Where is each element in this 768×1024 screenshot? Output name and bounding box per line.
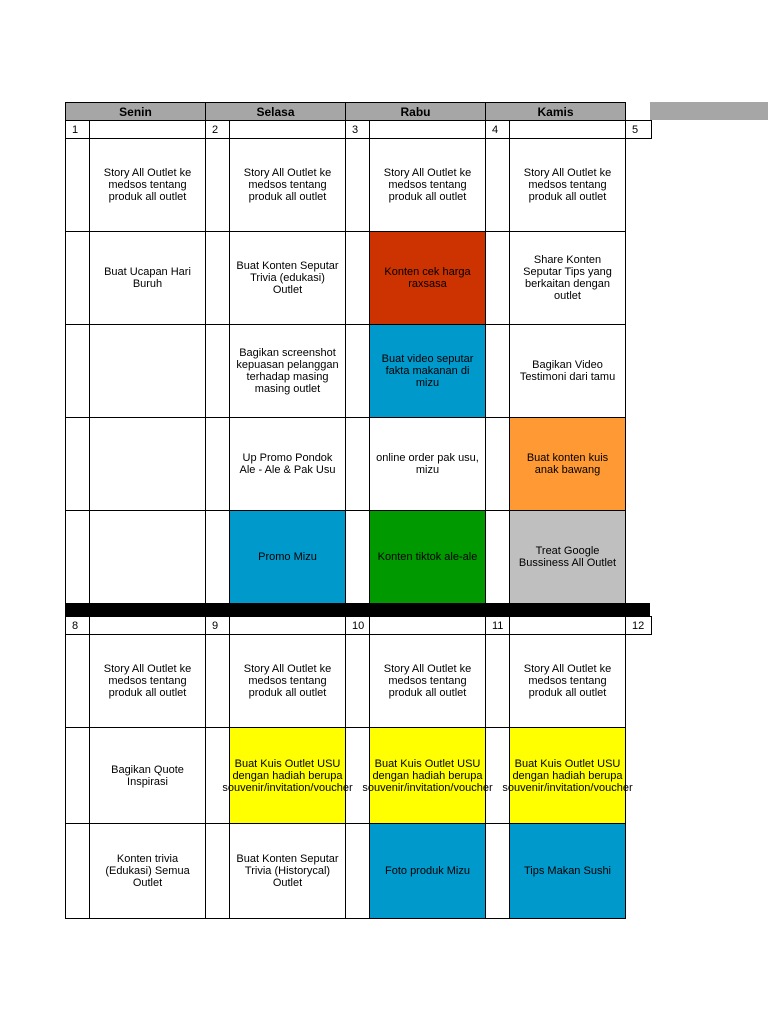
task-cell: Story All Outlet ke medsos tentang produk all outlet [369,634,486,728]
date-number: 5 [625,120,652,139]
task-cell: Buat Ucapan Hari Buruh [89,231,206,325]
date-blank-cell [509,616,626,635]
gutter-cell [345,231,370,325]
task-cell [89,324,206,418]
date-blank-cell [369,120,486,139]
task-cell: Story All Outlet ke medsos tentang produk all outlet [229,138,346,232]
day-header: Kamis [485,102,626,121]
task-cell: Bagikan screenshot kepuasan pelanggan terhadap masing masing outlet [229,324,346,418]
gutter-cell [485,324,510,418]
task-cell: online order pak usu, mizu [369,417,486,511]
day-header: Senin [65,102,206,121]
gutter-cell [485,510,510,604]
task-cell: Share Konten Seputar Tips yang berkaitan dengan outlet [509,231,626,325]
gutter-cell [345,823,370,919]
date-number: 8 [65,616,90,635]
date-blank-cell [229,120,346,139]
day-header: Rabu [345,102,486,121]
day-header: Selasa [205,102,346,121]
date-number: 11 [485,616,510,635]
date-number: 9 [205,616,230,635]
date-number: 2 [205,120,230,139]
gutter-cell [345,324,370,418]
gutter-cell [485,823,510,919]
task-cell: Tips Makan Sushi [509,823,626,919]
task-cell: Story All Outlet ke medsos tentang produk all outlet [509,138,626,232]
task-cell: Buat Kuis Outlet USU dengan hadiah berupa souvenir/invitation/voucher [229,727,346,824]
task-cell [89,417,206,511]
week-separator [65,603,650,616]
date-number: 1 [65,120,90,139]
task-cell: Buat konten kuis anak bawang [509,417,626,511]
header-overflow-bar [650,102,768,120]
gutter-cell [345,138,370,232]
task-cell: Bagikan Video Testimoni dari tamu [509,324,626,418]
date-number: 3 [345,120,370,139]
task-cell: Bagikan Quote Inspirasi [89,727,206,824]
task-cell: Up Promo Pondok Ale - Ale & Pak Usu [229,417,346,511]
task-cell: Buat Kuis Outlet USU dengan hadiah berupa souvenir/invitation/voucher [509,727,626,824]
gutter-cell [65,634,90,728]
task-cell: Story All Outlet ke medsos tentang produk all outlet [229,634,346,728]
task-cell: Buat video seputar fakta makanan di mizu [369,324,486,418]
gutter-cell [345,510,370,604]
gutter-cell [205,324,230,418]
task-cell: Story All Outlet ke medsos tentang produk all outlet [509,634,626,728]
task-cell: Story All Outlet ke medsos tentang produk all outlet [369,138,486,232]
task-cell: Buat Konten Seputar Trivia (Historycal) Outlet [229,823,346,919]
task-cell: Buat Konten Seputar Trivia (edukasi) Outlet [229,231,346,325]
gutter-cell [65,823,90,919]
gutter-cell [65,510,90,604]
gutter-cell [205,510,230,604]
gutter-cell [345,417,370,511]
gutter-cell [65,138,90,232]
gutter-cell [485,417,510,511]
gutter-cell [485,138,510,232]
date-number: 4 [485,120,510,139]
gutter-cell [205,634,230,728]
gutter-cell [485,634,510,728]
task-cell: Story All Outlet ke medsos tentang produk all outlet [89,138,206,232]
date-blank-cell [509,120,626,139]
gutter-cell [65,727,90,824]
gutter-cell [65,417,90,511]
gutter-cell [205,417,230,511]
task-cell: Story All Outlet ke medsos tentang produk all outlet [89,634,206,728]
gutter-cell [485,231,510,325]
task-cell: Buat Kuis Outlet USU dengan hadiah berupa souvenir/invitation/voucher [369,727,486,824]
date-blank-cell [229,616,346,635]
task-cell: Foto produk Mizu [369,823,486,919]
task-cell: Konten tiktok ale-ale [369,510,486,604]
date-blank-cell [89,616,206,635]
task-cell: Promo Mizu [229,510,346,604]
date-blank-cell [89,120,206,139]
task-cell [89,510,206,604]
gutter-cell [65,231,90,325]
gutter-cell [205,823,230,919]
task-cell: Konten trivia (Edukasi) Semua Outlet [89,823,206,919]
date-number: 12 [625,616,652,635]
gutter-cell [205,138,230,232]
task-cell: Konten cek harga raxsasa [369,231,486,325]
task-cell: Treat Google Bussiness All Outlet [509,510,626,604]
gutter-cell [205,231,230,325]
date-blank-cell [369,616,486,635]
date-number: 10 [345,616,370,635]
gutter-cell [345,634,370,728]
gutter-cell [65,324,90,418]
